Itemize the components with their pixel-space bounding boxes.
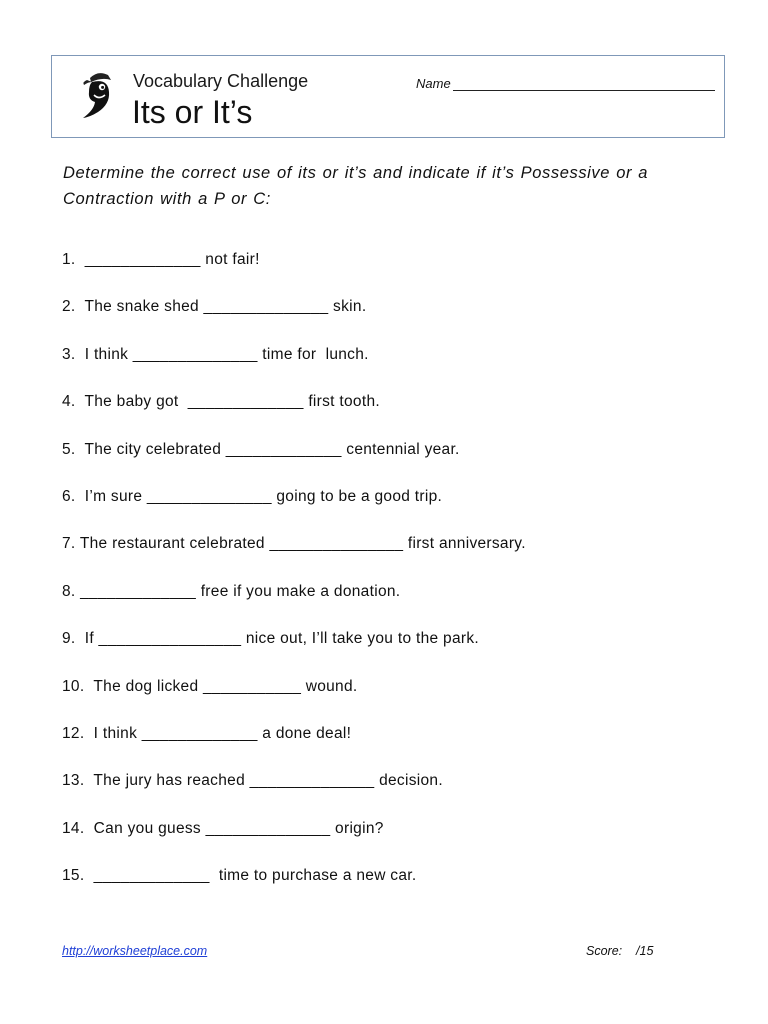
question-item[interactable]: 5. The city celebrated _____________ centennial year. — [62, 440, 460, 458]
question-item[interactable]: 14. Can you guess ______________ origin? — [62, 819, 384, 837]
worksheetplace-link[interactable]: http://worksheetplace.com — [62, 944, 208, 958]
question-item[interactable]: 8. _____________ free if you make a donation. — [62, 582, 401, 600]
score-label: Score: /15 — [586, 944, 654, 958]
question-item[interactable]: 4. The baby got _____________ first tooth. — [62, 393, 380, 411]
question-item[interactable]: 12. I think _____________ a done deal! — [62, 724, 352, 742]
worm-mascot-icon — [78, 68, 120, 120]
question-item[interactable]: 13. The jury has reached ______________ decision. — [62, 772, 443, 790]
question-item[interactable]: 3. I think ______________ time for lunch. — [62, 345, 369, 363]
question-list — [62, 248, 526, 911]
question-item[interactable]: 2. The snake shed ______________ skin. — [62, 298, 367, 316]
name-label: Name — [416, 76, 451, 91]
question-item[interactable]: 9. If ________________ nice out, I’ll take you to the park. — [62, 630, 479, 648]
worksheet-subtitle: Vocabulary Challenge — [133, 71, 309, 91]
worksheet-title: Its or It’s — [132, 94, 253, 130]
question-item[interactable]: 15. _____________ time to purchase a new car. — [62, 867, 417, 885]
question-item[interactable]: 1. _____________ not fair! — [62, 251, 260, 268]
question-item[interactable]: 10. The dog licked ___________ wound. — [62, 677, 358, 695]
instructions: Determine the correct use of its or it’s and indicate if it’s Possessive or a Contraction with a P or C: — [63, 164, 649, 208]
question-item[interactable]: 6. I’m sure ______________ going to be a good trip. — [62, 487, 443, 505]
question-item[interactable]: 7. The restaurant celebrated _______________ first anniversary. — [62, 535, 526, 553]
name-line[interactable] — [453, 78, 715, 91]
name-field[interactable] — [416, 76, 715, 91]
